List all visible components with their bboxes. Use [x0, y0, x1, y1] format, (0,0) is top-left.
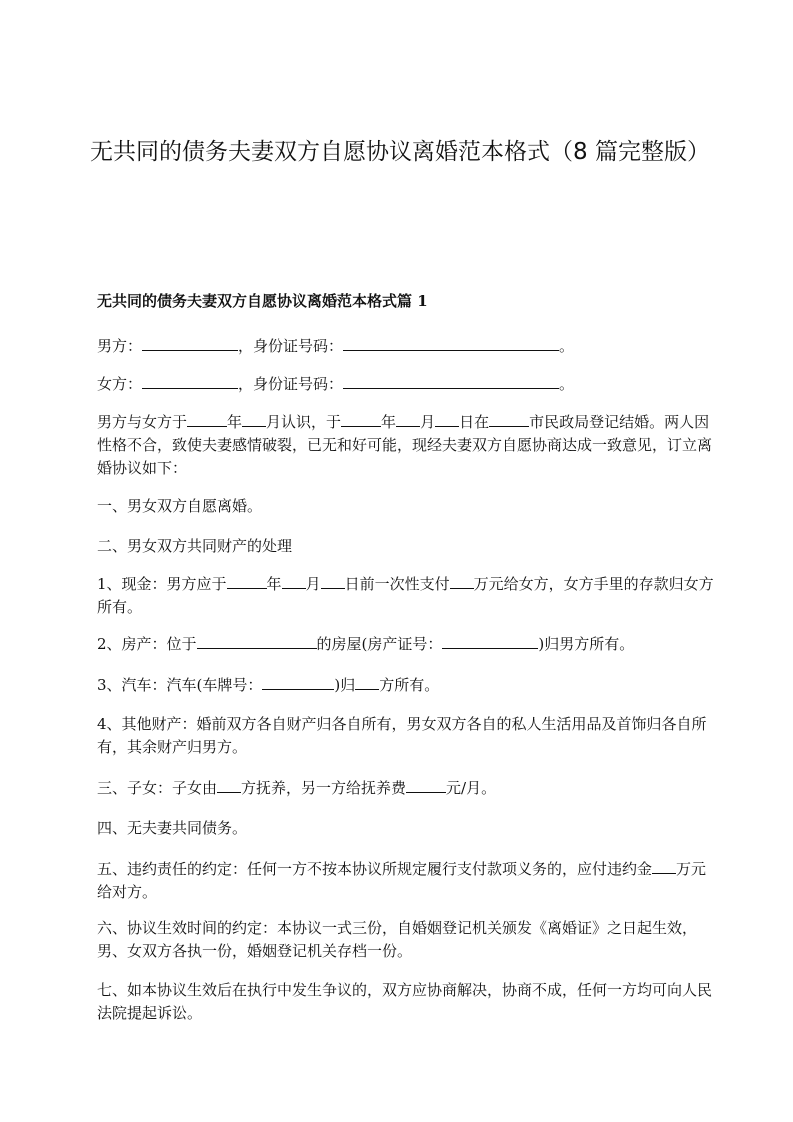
support-amount-blank[interactable] — [406, 776, 446, 793]
section-heading: 无共同的债务夫妻双方自愿协议离婚范本格式篇 1 — [97, 292, 428, 310]
custody-blank[interactable] — [217, 776, 241, 793]
pay-day-blank[interactable] — [321, 572, 345, 589]
clause-7: 七、如本协议生效后在执行中发生争议的，双方应协商解决，协商不成，任何一方均可向人民法院提起诉讼。 — [97, 981, 713, 1022]
clause-5: 五、违约责任的约定：任何一方不按本协议所规定履行支付款项义务的，应付违约金 万元给对方。 — [97, 857, 717, 904]
reg-day-blank[interactable] — [435, 410, 459, 427]
meet-month-blank[interactable] — [242, 410, 266, 427]
car-owner-blank[interactable] — [355, 673, 379, 690]
reg-year-blank[interactable] — [341, 410, 381, 427]
female-id-blank[interactable] — [343, 372, 559, 389]
pay-year-blank[interactable] — [227, 572, 267, 589]
clause-6: 六、协议生效时间的约定：本协议一式三份，自婚姻登记机关颁发《离婚证》之日起生效，男、女双方各执一份，婚姻登记机关存档一份。 — [97, 919, 698, 960]
clause-other-property: 4、其他财产：婚前双方各自财产归各自所有，男女双方各自的私人生活用品及首饰归各自所有，其余财产归男方。 — [97, 715, 707, 756]
clause-children: 三、子女：子女由 方抚养，另一方给抚养费 元/月。 — [97, 776, 717, 800]
reg-month-blank[interactable] — [396, 410, 420, 427]
pay-month-blank[interactable] — [282, 572, 306, 589]
pay-amount-blank[interactable] — [450, 572, 474, 589]
house-location-blank[interactable] — [197, 632, 317, 649]
clause-4: 四、无夫妻共同债务。 — [97, 819, 248, 837]
clause-2: 二、男女双方共同财产的处理 — [97, 537, 293, 555]
penalty-blank[interactable] — [652, 857, 676, 874]
clause-car: 3、汽车：汽车(车牌号： )归 方所有。 — [97, 673, 717, 697]
female-name-blank[interactable] — [142, 372, 238, 389]
male-party-line: 男方： ，身份证号码： 。 — [97, 334, 717, 358]
meet-year-blank[interactable] — [187, 410, 227, 427]
female-party-line: 女方： ，身份证号码： 。 — [97, 372, 717, 396]
house-cert-blank[interactable] — [442, 632, 538, 649]
male-id-blank[interactable] — [343, 334, 559, 351]
document-title: 无共同的债务夫妻双方自愿协议离婚范本格式（8 篇完整版） — [90, 139, 710, 165]
male-name-blank[interactable] — [142, 334, 238, 351]
marriage-info-paragraph: 男方与女方于 年 月认识，于 年 月 日在 市民政局登记结婚。两人因性格不合，致使夫妻感情破裂，已无和好可能，现经夫妻双方自愿协商达成一致意见，订立离婚协议如下： — [97, 410, 717, 480]
clause-1: 一、男女双方自愿离婚。 — [97, 497, 263, 515]
clause-house: 2、房产：位于 的房屋(房产证号： )归男方所有。 — [97, 632, 717, 656]
clause-cash: 1、现金：男方应于 年 月 日前一次性支付 万元给女方，女方手里的存款归女方所有。 — [97, 572, 717, 619]
car-plate-blank[interactable] — [262, 673, 334, 690]
reg-city-blank[interactable] — [489, 410, 529, 427]
